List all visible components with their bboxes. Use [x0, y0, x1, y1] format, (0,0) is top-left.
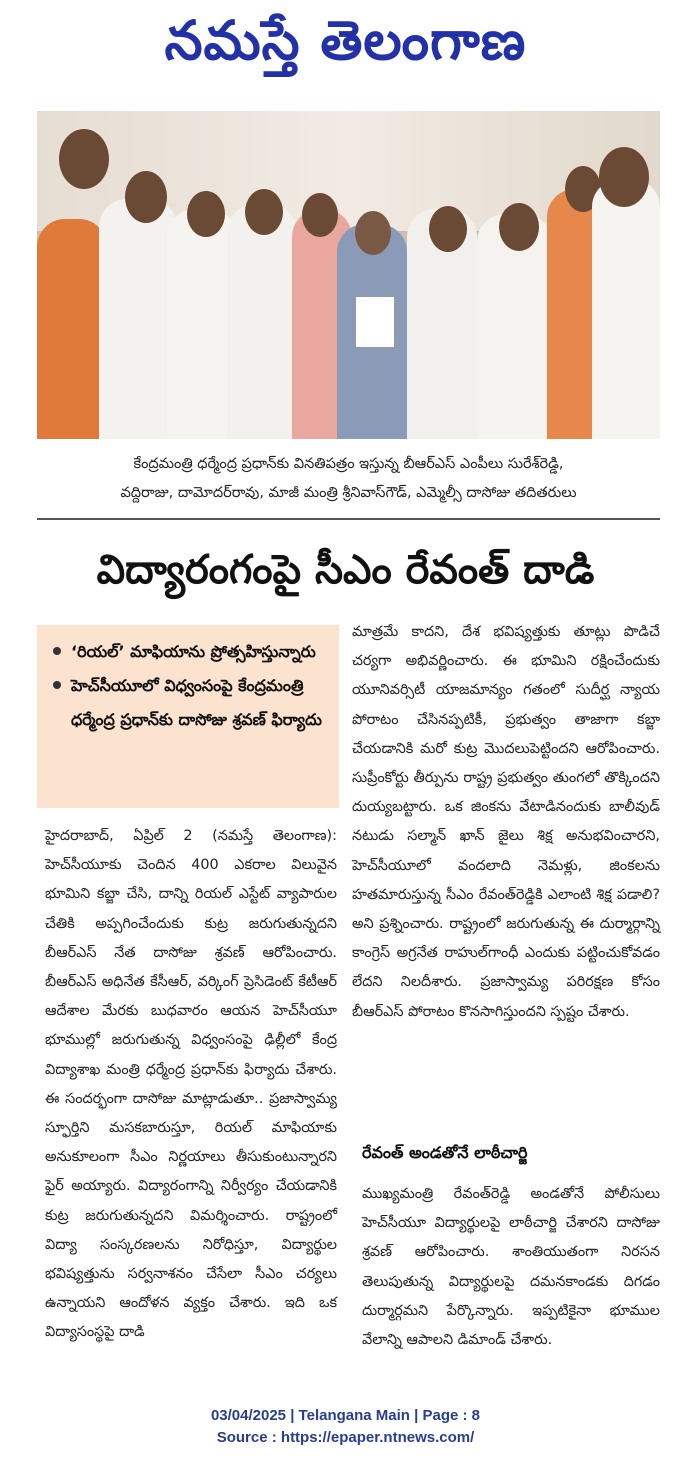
- bullet-icon: [53, 647, 61, 655]
- subheading: రేవంత్ అండతోనే లాఠీచార్జి: [362, 1143, 528, 1162]
- footer-source: Source : https://epaper.ntnews.com/: [216, 1429, 475, 1446]
- highlights-box: [37, 625, 339, 808]
- bullet-icon: [53, 681, 61, 689]
- headline: విద్యారంగంపై సీఎం రేవంత్ దాడి: [96, 547, 595, 593]
- article-body-right: [352, 618, 660, 1027]
- footer-date-page: 03/04/2025 | Telangana Main | Page : 8: [210, 1407, 481, 1424]
- body-paragraph: ముఖ్యమంత్రి రేవంత్‌రెడ్డి అండతోనే పోలీసులు హెచ్‌సీయూ విద్యార్థులపై లాఠీచార్జి చేశారని దాసోజు శ్రవణ్ ఆరోపించారు. శాంతియుతంగా నిరసన తెలుపుతున్న విద్యార్థులపై దమనకాండకు దిగడం దుర్మార్గమని పేర్కొన్నారు. ఇప్పటికైనా భూముల వేలాన్ని ఆపాలని డిమాండ్ చేశారు.: [362, 1186, 660, 1349]
- masthead: [0, 0, 691, 100]
- highlight-item: హెచ్‌సీయూలో విధ్వంసంపై కేంద్రమంత్రి ధర్మేంద్ర ప్రధాన్‌కు దాసోజు శ్రవణ్ ఫిర్యాదు: [53, 669, 329, 737]
- newspaper-title: నమస్తే తెలంగాణ: [164, 8, 527, 72]
- footer: [0, 1405, 691, 1449]
- body-paragraph: మాత్రమే కాదని, దేశ భవిష్యత్తుకు తూట్లు పొడిచే చర్యగా అభివర్ణించారు. ఈ భూమిని రక్షించేందుకు యూనివర్సిటీ యాజమాన్యం గతంలో సుదీర్ఘ న్యాయ పోరాటం చేసినప్పటికీ, ప్రభుత్వం తాజాగా కబ్జా చేయడానికి మరో కుట్ర మొదలుపెట్టిందని ఆరోపించారు. సుప్రీంకోర్టు తీర్పును రాష్ట్ర ప్రభుత్వం తుంగలో తొక్కిందని దుయ్యబట్టారు. ఒక జింకను వేటాడినందుకు బాలీవుడ్ నటుడు సల్మాన్ ఖాన్ జైలు శిక్ష అనుభవించారని, హెచ్‌సీయూలో వందలాది నెమళ్లు, జింకలను హతమారుస్తున్న సీఎం రేవంత్‌రెడ్డికి ఎలాంటి శిక్ష పడాలి? అని ప్రశ్నించారు. రాష్ట్రంలో జరుగుతున్న ఈ దుర్మార్గాన్ని కాంగ్రెస్ అగ్రనేత రాహుల్‌గాంధీ ఎందుకు పట్టించుకోవడం లేదని నిలదీశారు. ప్రజాస్వామ్య పరిరక్షణ కోసం బీఆర్‌ఎస్ పోరాటం కొనసాగిస్తుందని స్పష్టం చేశారు.: [352, 624, 660, 1020]
- caption-line: కేంద్రమంత్రి ధర్మేంద్ర ప్రధాన్‌కు వినతిపత్రం ఇస్తున్న బీఆర్‌ఎస్ ఎంపీలు సురేశ్‌రెడ్డి,: [133, 456, 564, 472]
- highlight-item: ‘రియల్’ మాఫియాను ప్రోత్సహిస్తున్నారు: [53, 635, 329, 669]
- article-body-left: [45, 822, 337, 1348]
- body-paragraph: హైదరాబాద్, ఏప్రిల్ 2 (నమస్తే తెలంగాణ): హెచ్‌సీయూకు చెందిన 400 ఎకరాల విలువైన భూమిని కబ్జా చేసి, దాన్ని రియల్ ఎస్టేట్ వ్యాపారుల చేతికి అప్పగించేందుకు కుట్ర జరుగుతున్నదని బీఆర్‌ఎస్ నేత దాసోజు శ్రవణ్ ఆరోపించారు. బీఆర్‌ఎస్ అధినేత కేసీఆర్, వర్కింగ్ ప్రెసిడెంట్ కేటీఆర్ ఆదేశాల మేరకు బుధవారం ఆయన హెచ్‌సీయూ భూముల్లో జరుగుతున్న విధ్వంసంపై ఢిల్లీలో కేంద్ర విద్యాశాఖ మంత్రి ధర్మేంద్ర ప్రధాన్‌కు ఫిర్యాదు చేశారు. ఈ సందర్భంగా దాసోజు మాట్లాడుతూ.. ప్రజాస్వామ్య స్ఫూర్తిని మసకబారుస్తూ, రియల్ మాఫియాకు అనుకూలంగా సీఎం నిర్ణయాలు తీసుకుంటున్నారని ఫైర్ అయ్యారు. విద్యారంగాన్ని నిర్వీర్యం చేయడానికి కుట్ర జరుగుతున్నదని విమర్శించారు. రాష్ట్రంలో విద్యా సంస్కరణలను నిరోధిస్తూ, విద్యార్థుల భవిష్యత్తును సర్వనాశనం చేసేలా సీఎం చర్యలు ఉన్నాయని ఆందోళన వ్యక్తం చేశారు. ఇది ఒక విద్యాసంస్థపై దాడి: [45, 828, 337, 1341]
- caption-line: వద్దిరాజు, దామోదర్‌రావు, మాజీ మంత్రి శ్రీనివాస్‌గౌడ్, ఎమ్మెల్సీ దాసోజు తదితరులు: [120, 485, 577, 501]
- photo-caption: [37, 450, 660, 508]
- news-photo: [37, 111, 660, 439]
- article-body-right-2: [362, 1180, 660, 1355]
- petition-letter: [355, 296, 395, 348]
- divider: [37, 518, 660, 520]
